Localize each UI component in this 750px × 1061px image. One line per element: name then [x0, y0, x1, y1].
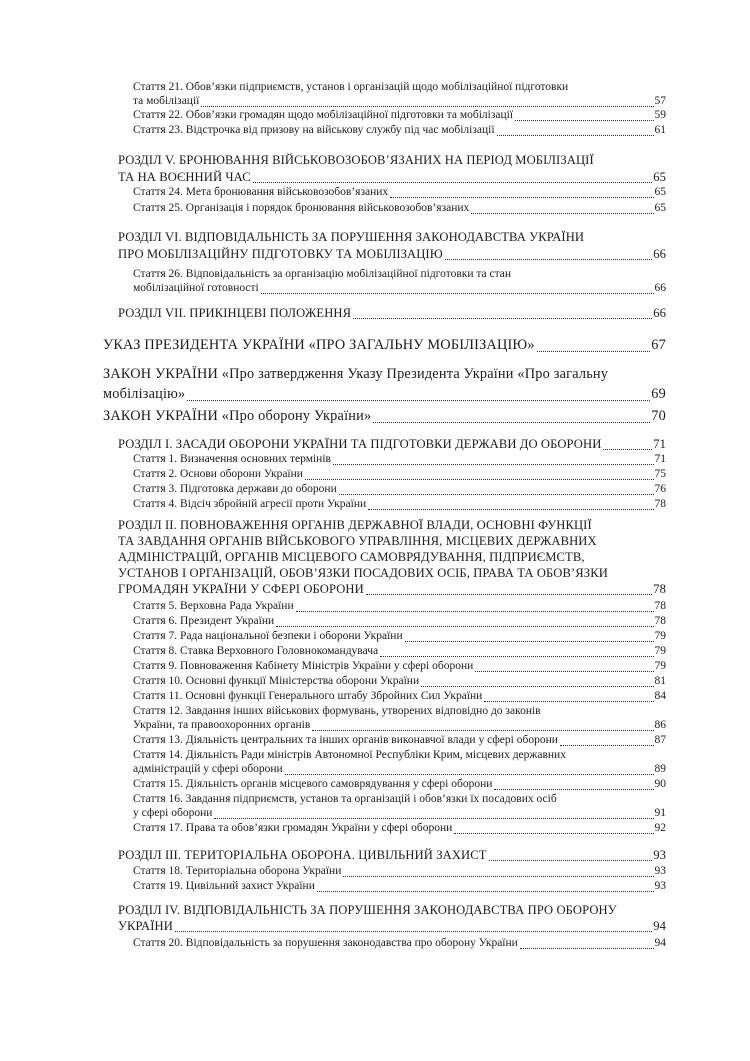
dot-leader [187, 400, 650, 401]
dot-leader [333, 464, 654, 465]
toc-entry-title: України, та правоохоронних органів [133, 719, 311, 731]
dot-leader [405, 641, 654, 642]
dot-leader [489, 860, 653, 861]
dot-leader [305, 479, 654, 480]
toc-entry-line [133, 878, 666, 895]
toc-entry-line [133, 280, 666, 297]
toc-entry-title: ЗАКОН УКРАЇНИ «Про затвердження Указу Президента України «Про загальну [103, 366, 609, 382]
toc-entry-title: РОЗДІЛ VII. ПРИКІНЦЕВІ ПОЛОЖЕННЯ [118, 306, 352, 320]
toc-entry-title: Стаття 12. Завдання інших військових формувань, утворених відповідно до законів [133, 705, 541, 717]
toc-page-number: 57 [654, 95, 666, 107]
toc-page-number: 93 [654, 880, 666, 892]
dot-leader [380, 656, 653, 657]
toc-page-number: 75 [654, 468, 666, 480]
toc-page-number: 93 [653, 848, 666, 862]
dot-leader [312, 730, 653, 731]
toc-entry-title: Стаття 6. Президент України [133, 615, 275, 627]
dot-leader [343, 876, 653, 877]
toc-page-number: 92 [654, 822, 666, 834]
toc-entry-line [118, 917, 666, 935]
dot-leader [366, 594, 652, 595]
toc-entry-title: Стаття 10. Основні функції Міністерства оборони України [133, 675, 420, 687]
toc-entry-line [118, 228, 666, 246]
toc-page-number: 66 [653, 247, 666, 261]
toc-entry-title: Стаття 26. Відповідальність за організацію мобілізаційної підготовки та стан [133, 268, 512, 280]
dot-leader [484, 701, 653, 702]
toc-entry-title: РОЗДІЛ II. ПОВНОВАЖЕННЯ ОРГАНІВ ДЕРЖАВНОЇ ВЛАДИ, ОСНОВНІ ФУНКЦІЇ [118, 518, 592, 532]
toc-page-number: 78 [653, 582, 666, 596]
toc-entry-title: Стаття 15. Діяльність органів місцевого самоврядування у сфері оборони [133, 778, 493, 790]
toc-page-number: 78 [654, 498, 666, 510]
dot-leader [421, 686, 653, 687]
toc-entry-line [118, 548, 666, 566]
toc-page-number: 90 [654, 778, 666, 790]
dot-leader [317, 891, 654, 892]
toc-entry-title: Стаття 22. Обов’язки громадян щодо мобілізаційної підготовки та мобілізації [133, 109, 514, 121]
toc-page-number: 69 [651, 386, 666, 402]
toc-page-number: 81 [654, 675, 666, 687]
toc-page-number: 71 [653, 437, 666, 451]
dot-leader [296, 611, 654, 612]
dot-leader [285, 774, 654, 775]
dot-leader [353, 318, 652, 319]
toc-page-number: 94 [654, 937, 666, 949]
toc-entry-line [103, 384, 666, 404]
toc-entry-title: РОЗДІЛ III. ТЕРИТОРІАЛЬНА ОБОРОНА. ЦИВІЛЬНИЙ ЗАХИСТ [118, 848, 487, 862]
toc-entry-line [118, 532, 666, 550]
toc-entry-title: ПРО МОБІЛІЗАЦІЙНУ ПІДГОТОВКУ ТА МОБІЛІЗАЦІЮ [118, 247, 443, 261]
toc-page-number: 65 [653, 170, 666, 184]
dot-leader [471, 213, 653, 214]
toc-entry-title: Стаття 7. Рада національної безпеки і оборони України [133, 630, 403, 642]
toc-entry-title: ЗАКОН УКРАЇНИ «Про оборону України» [103, 408, 372, 424]
toc-entry-line [133, 122, 666, 139]
dot-leader [373, 422, 650, 423]
toc-entry-title: Стаття 21. Обов’язки підприємств, установ і організацій щодо мобілізаційної підготовки [133, 81, 569, 93]
toc-page-number: 66 [654, 282, 666, 294]
toc-entry-title: Стаття 1. Визначення основних термінів [133, 453, 331, 465]
toc-entry-title: Стаття 13. Діяльність центральних та інших органів виконавчої влади у сфері оборони [133, 734, 558, 746]
toc-entry-title: Стаття 3. Підготовка держави до оборони [133, 483, 337, 495]
toc-page-number: 59 [654, 109, 666, 121]
toc-page-number: 65 [654, 202, 666, 214]
toc-entry-title: адміністрацій у сфері оборони [133, 763, 283, 775]
toc-page-number: 67 [651, 337, 666, 353]
toc-entry-title: у сфері оборони [133, 807, 213, 819]
dot-leader [276, 626, 653, 627]
toc-entry-title: РОЗДІЛ I. ЗАСАДИ ОБОРОНИ УКРАЇНИ ТА ПІДГОТОВКИ ДЕРЖАВИ ДО ОБОРОНИ [118, 437, 602, 451]
toc-entry-title: Стаття 8. Ставка Верховного Головнокомандувача [133, 645, 379, 657]
toc-page-number: 65 [654, 186, 666, 198]
toc-entry-title: Стаття 5. Верховна Рада України [133, 600, 294, 612]
toc-page-number: 66 [653, 306, 666, 320]
toc-page-number: 79 [654, 660, 666, 672]
toc-entry-line [118, 516, 666, 534]
dot-leader [454, 833, 653, 834]
dot-leader [253, 182, 652, 183]
toc-entry-line [103, 364, 666, 384]
toc-entry-line [103, 406, 666, 426]
toc-entry-title: Стаття 16. Завдання підприємств, установ та організацій і обов’язки їх посадових осіб [133, 793, 557, 805]
toc-entry-title: Стаття 9. Повноваження Кабінету Міністрів України у сфері оборони [133, 660, 474, 672]
toc-page-number: 94 [653, 919, 666, 933]
toc-entry-title: Стаття 18. Територіальна оборона України [133, 865, 342, 877]
toc-entry-title: Стаття 19. Цивільний захист України [133, 880, 315, 892]
dot-leader [445, 259, 652, 260]
toc-entry-title: ТА НА ВОЄННИЙ ЧАС [118, 170, 251, 184]
toc-entry-title: Стаття 14. Діяльність Ради міністрів Автономної Республіки Крим, місцевих державних [133, 749, 566, 761]
toc-entry-title: ТА ЗАВДАННЯ ОРГАНІВ ВІЙСЬКОВОГО УПРАВЛІННЯ, МІСЦЕВИХ ДЕРЖАВНИХ [118, 534, 597, 548]
toc-entry-title: Стаття 25. Організація і порядок бронювання військовозобов’язаних [133, 202, 470, 214]
dot-leader [339, 494, 654, 495]
toc-entry-line [118, 901, 666, 919]
toc-entry-line [118, 580, 666, 598]
dot-leader [261, 293, 654, 294]
toc-entry-title: Стаття 20. Відповідальність за порушення законодавства про оборону України [133, 937, 518, 949]
toc-entry-title: Стаття 11. Основні функції Генерального штабу Збройних Сил України [133, 690, 483, 702]
dot-leader [175, 931, 652, 932]
toc-entry-line [133, 184, 666, 201]
toc-page-number: 71 [654, 453, 666, 465]
toc-entry-line [118, 151, 666, 169]
toc-entry-title: УКРАЇНИ [118, 919, 173, 933]
toc-entry-title: мобілізацію» [103, 386, 186, 402]
toc-entry-title: ГРОМАДЯН УКРАЇНИ У СФЕРІ ОБОРОНИ [118, 582, 364, 596]
toc-page-number: 61 [654, 124, 666, 136]
toc-entry-title: РОЗДІЛ VI. ВІДПОВІДАЛЬНІСТЬ ЗА ПОРУШЕННЯ ЗАКОНОДАВСТВА УКРАЇНИ [118, 230, 585, 244]
toc-entry-line [118, 304, 666, 322]
toc-entry-line [118, 846, 666, 864]
dot-leader [368, 509, 653, 510]
toc-page-number: 91 [654, 807, 666, 819]
toc-page-number: 70 [651, 408, 666, 424]
toc-entry-title: УСТАНОВ І ОРГАНІЗАЦІЙ, ОБОВ’ЯЗКИ ПОСАДОВИХ ОСІБ, ПРАВА ТА ОБОВ’ЯЗКИ [118, 566, 608, 580]
toc-entry-line [133, 820, 666, 837]
dot-leader [603, 449, 652, 450]
dot-leader [214, 818, 653, 819]
toc-page-number: 93 [654, 865, 666, 877]
toc-entry-title: Стаття 4. Відсіч збройній агресії проти України [133, 498, 367, 510]
toc-page-number: 79 [654, 630, 666, 642]
toc-page-number: 76 [654, 483, 666, 495]
toc-entry-line [133, 200, 666, 217]
toc-entry-title: УКАЗ ПРЕЗИДЕНТА УКРАЇНИ «ПРО ЗАГАЛЬНУ МОБІЛІЗАЦІЮ» [103, 337, 535, 353]
toc-page-number: 86 [654, 719, 666, 731]
toc-entry-line [103, 335, 666, 355]
toc-entry-line [118, 245, 666, 263]
toc-entry-line [133, 935, 666, 952]
toc-page-number: 87 [654, 734, 666, 746]
dot-leader [537, 351, 651, 352]
toc-page-number: 79 [654, 645, 666, 657]
dot-leader [475, 671, 653, 672]
toc-entry-title: мобілізаційної готовності [133, 282, 259, 294]
toc-entry-title: та мобілізації [133, 95, 200, 107]
toc-entry-title: Стаття 24. Мета бронювання військовозобов’язаних [133, 186, 389, 198]
dot-leader [515, 120, 653, 121]
toc-entry-title: Стаття 2. Основи оборони України [133, 468, 303, 480]
toc-page-number: 89 [654, 763, 666, 775]
toc-page-number: 78 [654, 600, 666, 612]
dot-leader [494, 789, 653, 790]
toc-entry-title: Стаття 23. Відстрочка від призову на військову службу під час мобілізації [133, 124, 495, 136]
toc-page-number: 84 [654, 690, 666, 702]
toc-entry-title: Стаття 17. Права та обов’язки громадян України у сфері оборони [133, 822, 453, 834]
toc-entry-title: РОЗДІЛ V. БРОНЮВАННЯ ВІЙСЬКОВОЗОБОВ’ЯЗАНИХ НА ПЕРІОД МОБІЛІЗАЦІЇ [118, 153, 594, 167]
dot-leader [390, 197, 653, 198]
toc-entry-title: АДМІНІСТРАЦІЙ, ОРГАНІВ МІСЦЕВОГО САМОВРЯДУВАННЯ, ПІДПРИЄМСТВ, [118, 550, 585, 564]
toc-entry-title: РОЗДІЛ IV. ВІДПОВІДАЛЬНІСТЬ ЗА ПОРУШЕННЯ ЗАКОНОДАВСТВА ПРО ОБОРОНУ [118, 903, 617, 917]
dot-leader [497, 135, 654, 136]
toc-page-number: 78 [654, 615, 666, 627]
dot-leader [520, 948, 654, 949]
toc-entry-line [133, 496, 666, 513]
dot-leader [560, 745, 654, 746]
